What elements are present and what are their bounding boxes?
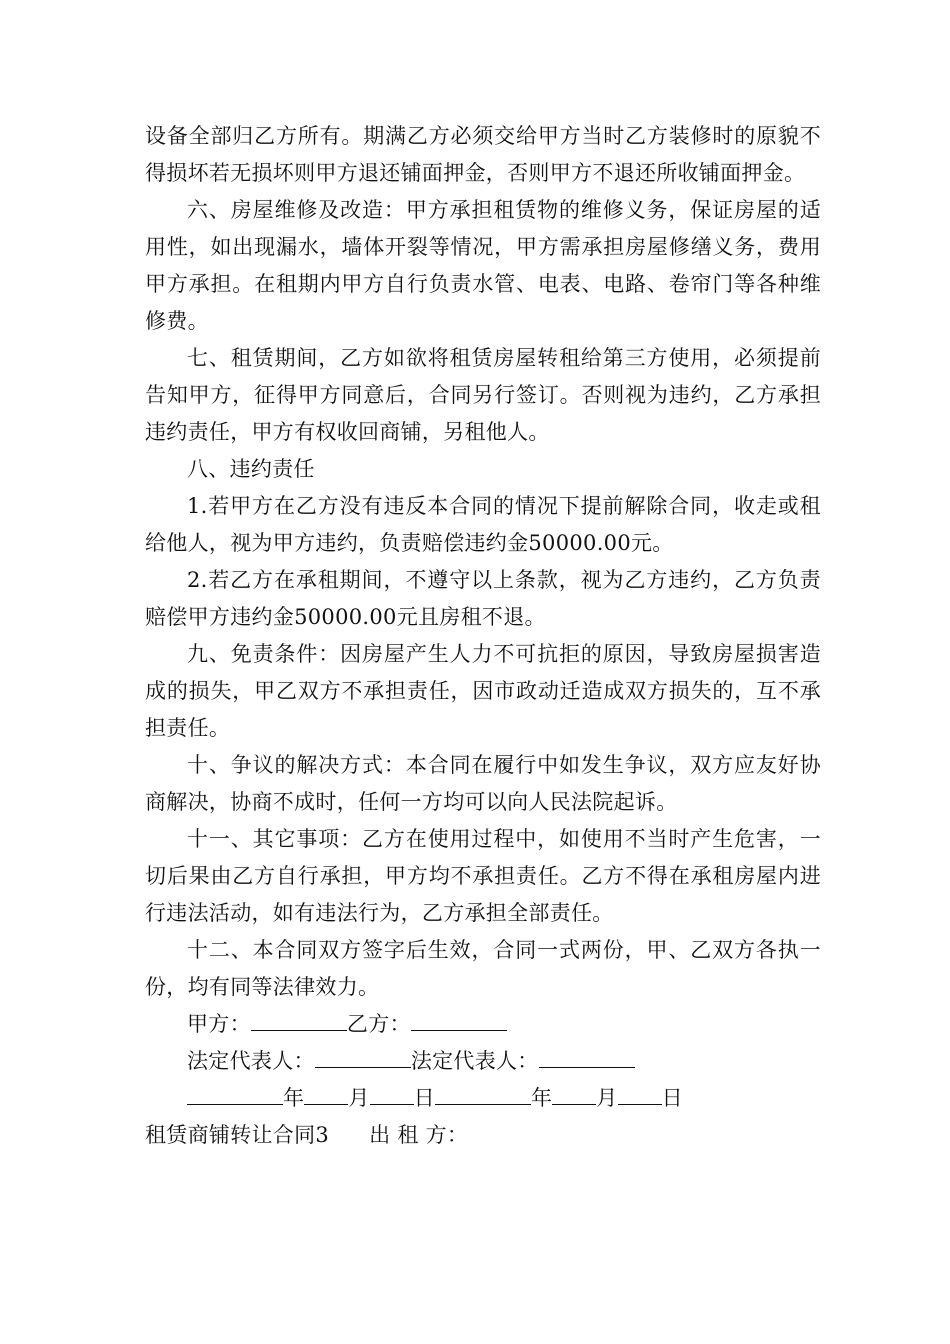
next-contract-line: [145, 1117, 821, 1154]
party-b-blank[interactable]: [411, 1006, 507, 1031]
next-contract-title: 租赁商铺转让合同3: [145, 1123, 330, 1147]
date-a-year-blank[interactable]: [187, 1080, 283, 1105]
party-a-label: 甲方：: [187, 1012, 251, 1036]
date-b-day-blank[interactable]: [618, 1080, 662, 1105]
rep-b-blank[interactable]: [539, 1043, 635, 1068]
date-a-month-label: 月: [348, 1086, 370, 1110]
signature-parties: [145, 1006, 821, 1043]
date-b-day-label: 日: [661, 1086, 683, 1110]
rep-b-label: 法定代表人：: [410, 1049, 539, 1073]
date-b-month-blank[interactable]: [552, 1080, 596, 1105]
signature-representatives: [145, 1043, 821, 1080]
date-b-year-label: 年: [530, 1086, 553, 1110]
date-a-day-blank[interactable]: [370, 1080, 414, 1105]
paragraph-effect: 十二、本合同双方签字后生效，合同一式两份，甲、乙双方各执一份，均有同等法律效力。: [145, 938, 821, 999]
paragraph-breach-party-a: 1.若甲方在乙方没有违反本合同的情况下提前解除合同，收走或租给他人，视为甲方违约，负责赔偿违约金50000.00元。: [145, 494, 821, 555]
paragraph-breach-heading: 八、违约责任: [187, 457, 315, 481]
paragraph-breach-party-b: 2.若乙方在承租期间，不遵守以上条款，视为乙方违约，乙方负责赔偿甲方违约金50000.00元且房租不退。: [145, 568, 821, 629]
date-a-year-label: 年: [283, 1086, 305, 1110]
paragraph-continuation: 设备全部归乙方所有。期满乙方必须交给甲方当时乙方装修时的原貌不得损坏若无损坏则甲方退还铺面押金，否则甲方不退还所收铺面押金。: [145, 124, 821, 185]
paragraph-sublease: 七、租赁期间，乙方如欲将租赁房屋转租给第三方使用，必须提前告知甲方，征得甲方同意后，合同另行签订。否则视为违约，乙方承担违约责任，甲方有权收回商铺，另租他人。: [145, 346, 821, 444]
lessor-label: 出 租 方：: [369, 1123, 469, 1147]
rep-a-blank[interactable]: [315, 1043, 411, 1068]
party-b-label: 乙方：: [346, 1012, 411, 1036]
date-a-month-blank[interactable]: [304, 1080, 348, 1105]
document-body: [145, 118, 821, 1154]
date-b-year-blank[interactable]: [435, 1080, 531, 1105]
date-b-month-label: 月: [596, 1086, 618, 1110]
paragraph-dispute: 十、争议的解决方式：本合同在履行中如发生争议，双方应友好协商解决，协商不成时，任何一方均可以向人民法院起诉。: [145, 753, 821, 814]
date-a-day-label: 日: [413, 1086, 435, 1110]
paragraph-repair: 六、房屋维修及改造：甲方承担租赁物的维修义务，保证房屋的适用性，如出现漏水，墙体开裂等情况，甲方需承担房屋修缮义务，费用甲方承担。在租期内甲方自行负责水管、电表、电路、卷帘门等各种维修费。: [145, 198, 821, 333]
party-a-blank[interactable]: [251, 1006, 347, 1031]
paragraph-other-matters: 十一、其它事项：乙方在使用过程中，如使用不当时产生危害，一切后果由乙方自行承担，甲方均不承担责任。乙方不得在承租房屋内进行违法活动，如有违法行为，乙方承担全部责任。: [145, 827, 821, 925]
paragraph-exemption: 九、免责条件：因房屋产生人力不可抗拒的原因，导致房屋损害造成的损失，甲乙双方不承担责任，因市政动迁造成双方损失的，互不承担责任。: [145, 642, 821, 740]
signature-dates: [145, 1080, 821, 1117]
rep-a-label: 法定代表人：: [187, 1049, 315, 1073]
